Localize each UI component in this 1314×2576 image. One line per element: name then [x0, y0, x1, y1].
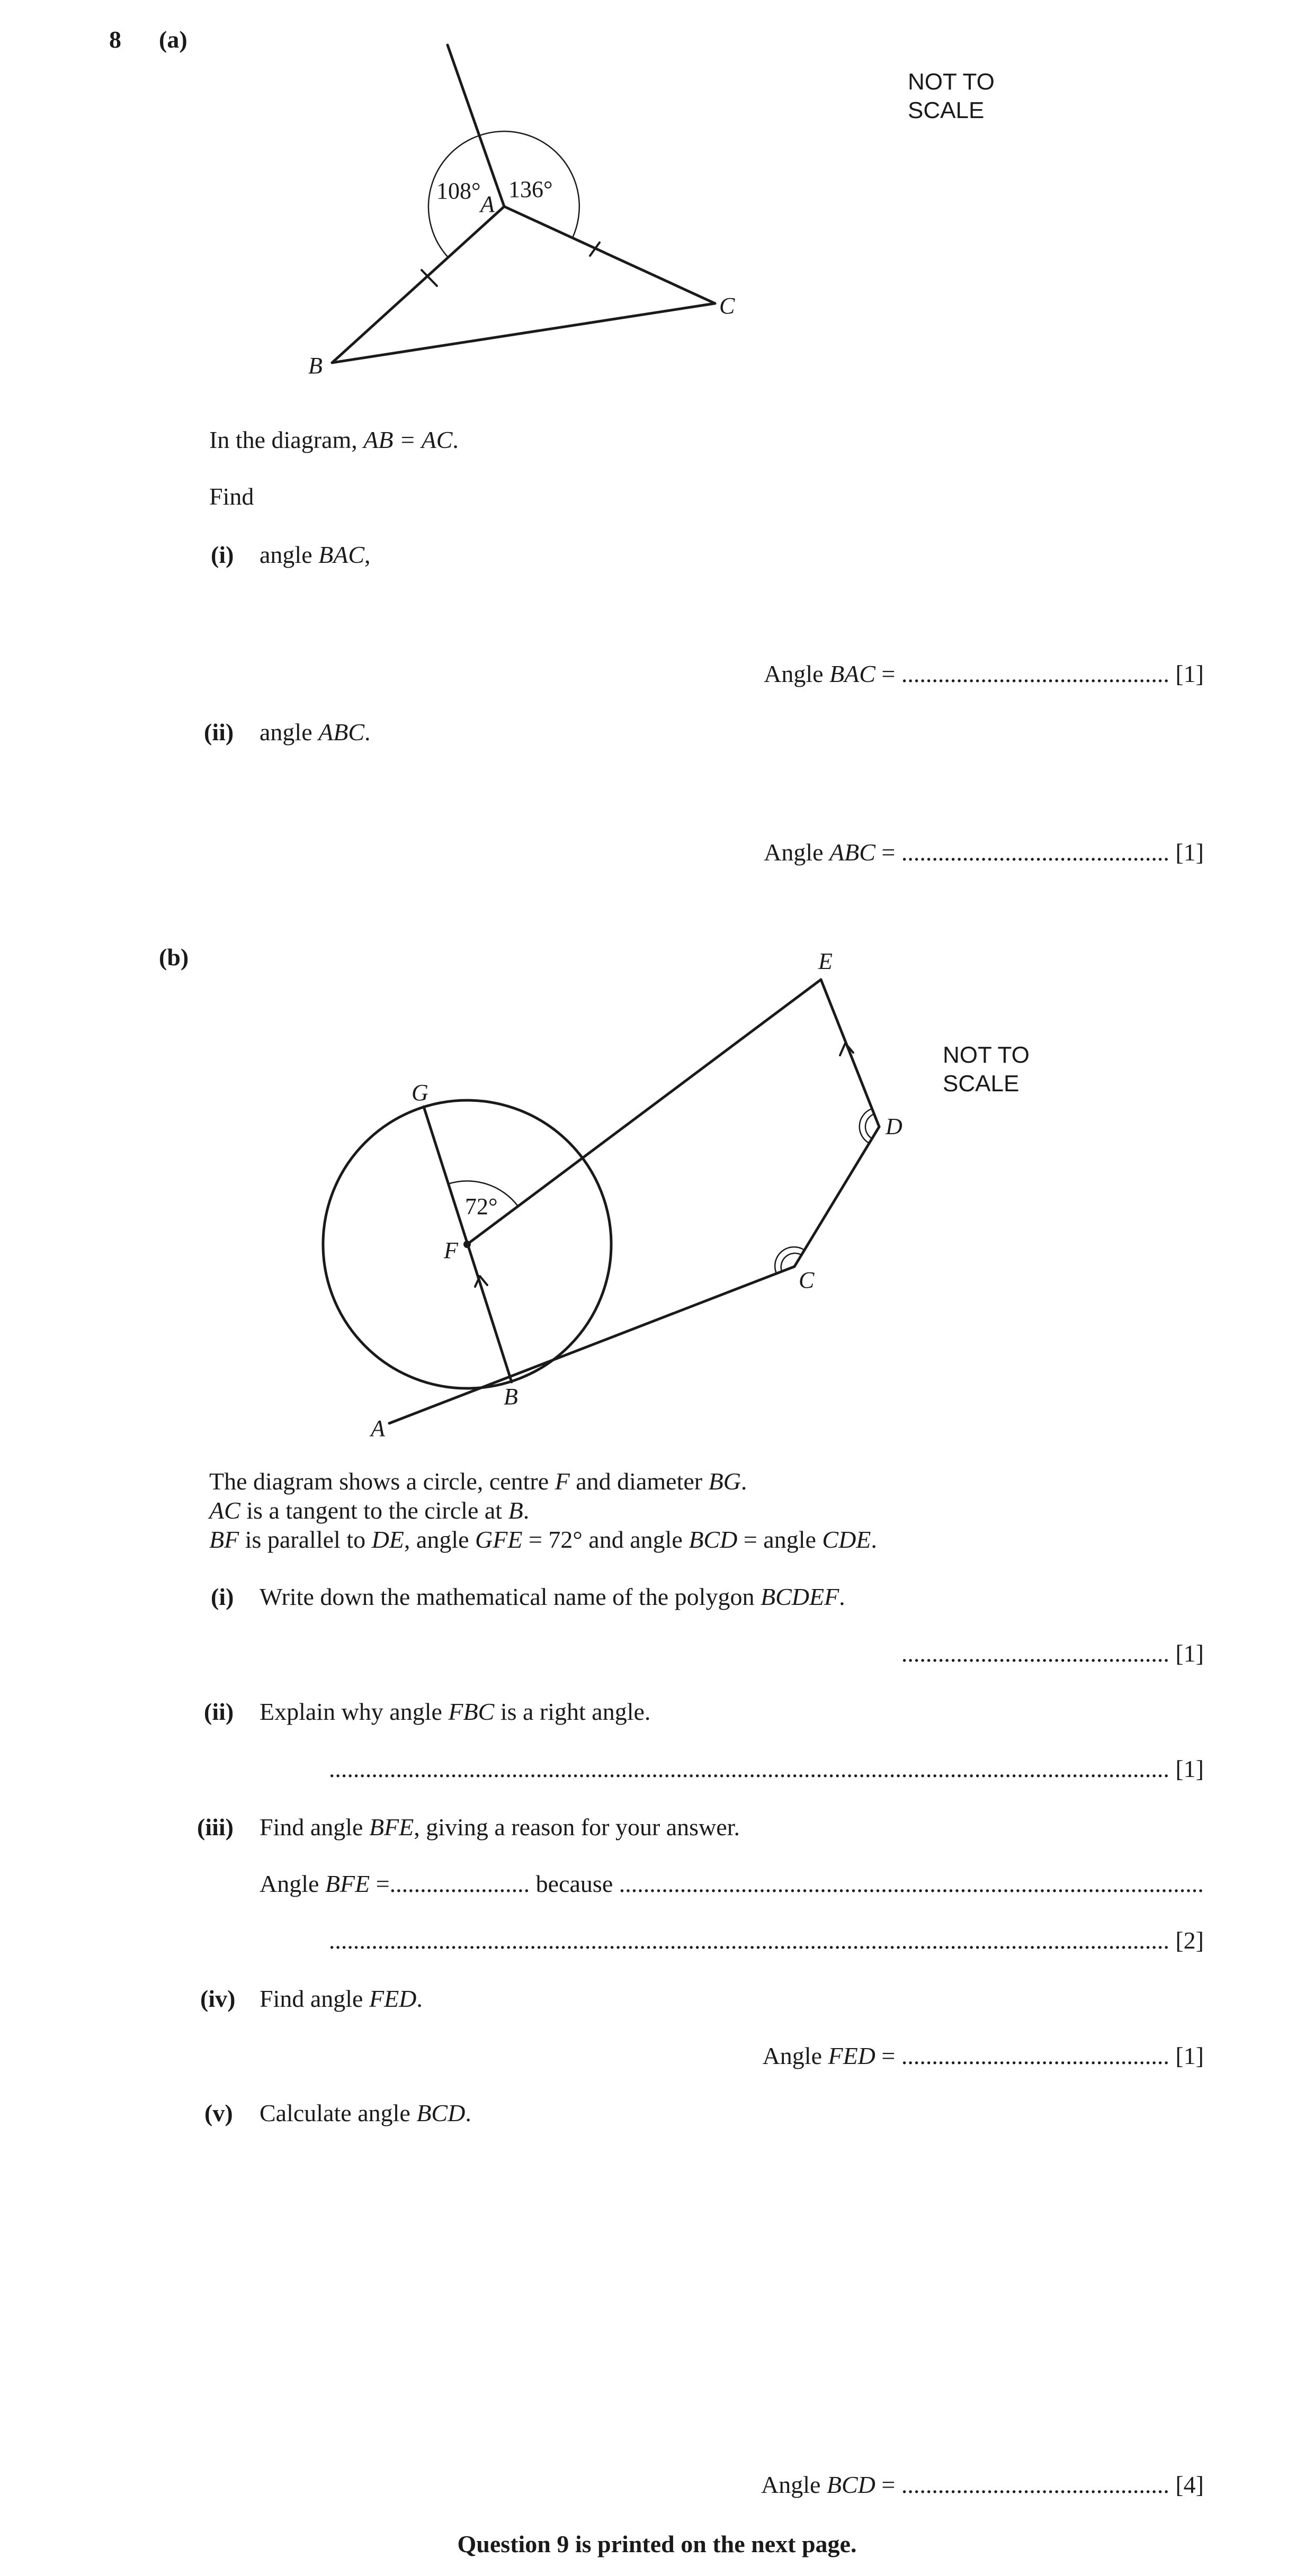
point-label-c: C: [719, 293, 735, 319]
part-b-iii-answer-line-1[interactable]: Angle BFE =....................... because ................................................................................................: [260, 1870, 1204, 1897]
marks: [2]: [1175, 1927, 1204, 1954]
part-a-i-number: (i): [211, 541, 234, 568]
marks: [1]: [1175, 839, 1204, 866]
page-footer: Question 9 is printed on the next page.: [457, 2530, 857, 2557]
part-b-iii-question: Find angle BFE, giving a reason for your answer.: [260, 1814, 740, 1841]
point-label-a: A: [480, 191, 495, 217]
point-label-d: D: [886, 1114, 902, 1139]
point-label-a: A: [371, 1415, 385, 1441]
point-label-e: E: [818, 948, 833, 974]
tangent-ac: [389, 1267, 794, 1423]
part-b-iv-number: (iv): [200, 1985, 236, 2012]
part-a-intro: In the diagram, AB = AC.: [209, 426, 459, 453]
part-b-description-2: AC is a tangent to the circle at B.: [209, 1497, 530, 1524]
part-b-iii-number: (iii): [197, 1814, 234, 1841]
question-number: 8: [109, 26, 121, 53]
part-b-v-number: (v): [204, 2099, 233, 2126]
angle-arc-d-inner: [865, 1114, 874, 1138]
part-a-ii-number: (ii): [204, 719, 234, 746]
centre-dot-f: [463, 1241, 471, 1248]
part-b-v-answer-line[interactable]: Angle BCD = ............................................ [4]: [761, 2471, 1204, 2498]
angle-label-108: 108°: [436, 178, 481, 204]
part-a-find: Find: [209, 483, 254, 510]
marks: [1]: [1175, 1640, 1204, 1667]
part-b-v-question: Calculate angle BCD.: [260, 2099, 471, 2126]
segment-fe: [467, 980, 821, 1244]
part-b-i-question: Write down the mathematical name of the polygon BCDEF.: [260, 1583, 845, 1610]
part-a-ii-answer-line[interactable]: Angle ABC = ............................................ [1]: [764, 839, 1204, 866]
point-label-f: F: [444, 1237, 458, 1263]
part-b-iii-answer-line-2[interactable]: .......................................................................................................................................... [2]: [328, 1927, 1204, 1954]
part-a-i-answer-line[interactable]: Angle BAC = ............................................ [1]: [764, 660, 1204, 687]
part-a-not-to-scale: NOT TO SCALE: [908, 69, 995, 123]
part-a-i-question: angle BAC,: [260, 541, 371, 568]
angle-label-136: 136°: [508, 176, 553, 202]
point-label-g: G: [412, 1080, 428, 1106]
part-b-i-answer-line[interactable]: ............................................ [1]: [901, 1640, 1204, 1667]
point-label-b: B: [504, 1384, 518, 1410]
part-b-description-1: The diagram shows a circle, centre F and diameter BG.: [209, 1468, 747, 1495]
part-b-label: (b): [159, 944, 189, 971]
segment-de: [821, 980, 879, 1127]
part-a-ii-question: angle ABC.: [260, 719, 371, 746]
part-b-ii-answer-line[interactable]: .......................................................................................................................................... [1]: [328, 1755, 1204, 1782]
marks: [1]: [1175, 660, 1204, 687]
part-b-iv-answer-line[interactable]: Angle FED = ............................................ [1]: [762, 2042, 1204, 2069]
angle-label-72: 72°: [465, 1193, 498, 1219]
part-b-description-3: BF is parallel to DE, angle GFE = 72° and angle BCD = angle CDE.: [209, 1526, 877, 1553]
part-b-ii-question: Explain why angle FBC is a right angle.: [260, 1698, 651, 1725]
part-a-label: (a): [159, 26, 187, 53]
point-label-b: B: [308, 353, 323, 379]
marks: [1]: [1175, 1755, 1204, 1782]
marks: [4]: [1175, 2471, 1204, 2498]
part-b-iv-question: Find angle FED.: [260, 1985, 423, 2012]
part-b-ii-number: (ii): [204, 1698, 234, 1725]
marks: [1]: [1175, 2042, 1204, 2069]
point-label-c: C: [799, 1267, 815, 1293]
segment-cd: [794, 1127, 879, 1267]
part-b-not-to-scale: NOT TO SCALE: [943, 1042, 1030, 1097]
part-b-i-number: (i): [211, 1583, 234, 1610]
